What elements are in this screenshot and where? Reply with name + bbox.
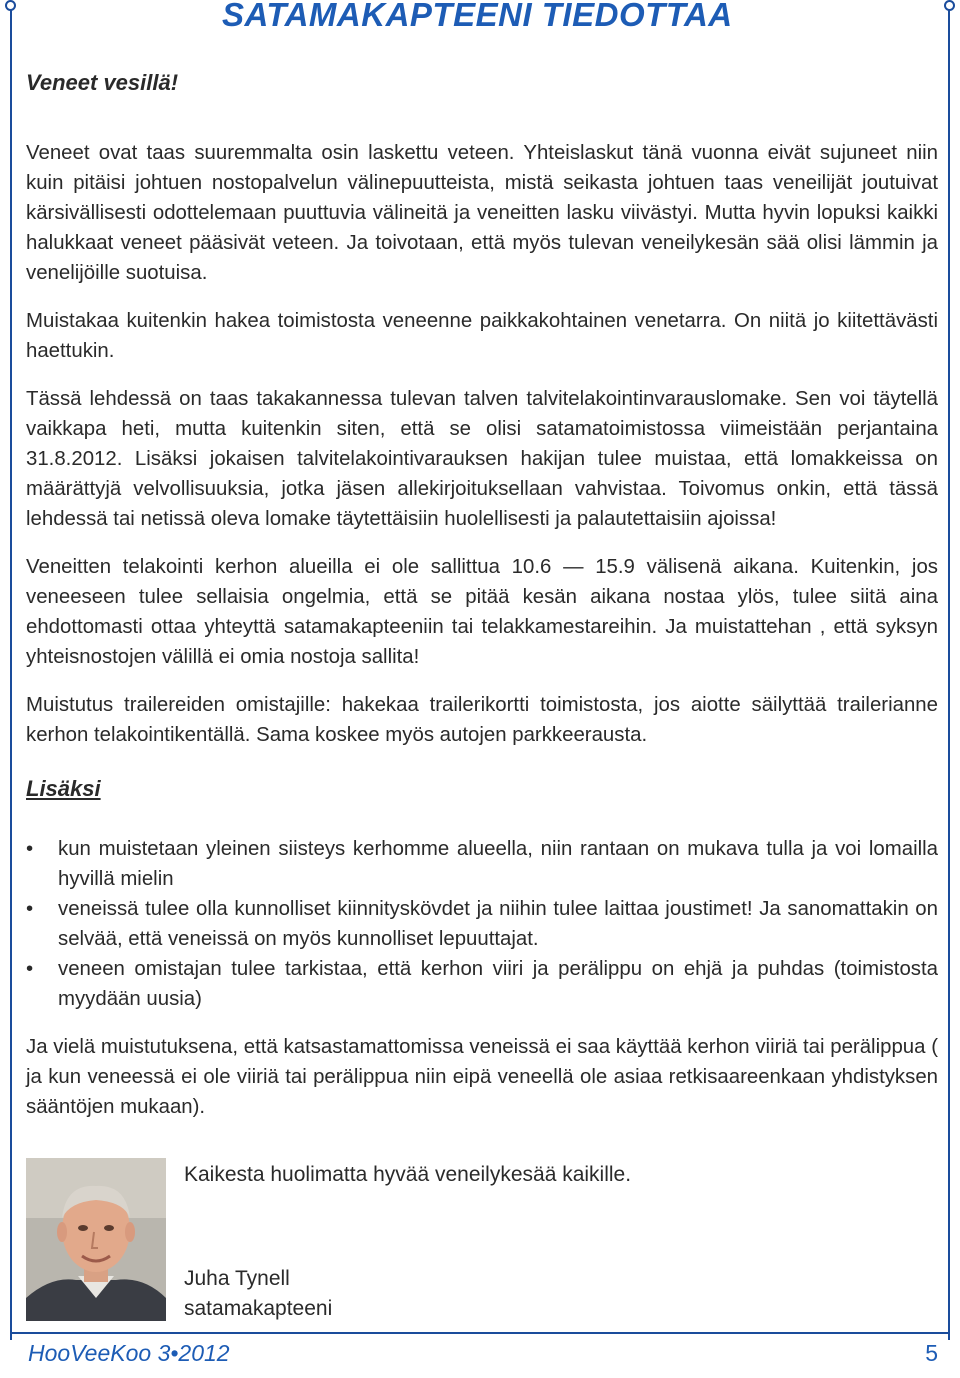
frame-dot-left xyxy=(5,0,16,11)
paragraph-trailers: Muistutus trailereiden omistajille: hakekaa trailerikortti toimistosta, jos aiotte säilyttää trailerianne kerhon telakointikentällä. Sama koskee myös autojen parkkeerausta. xyxy=(26,694,938,746)
publication-name: HooVeeKoo 3•2012 xyxy=(28,1340,230,1366)
list-item xyxy=(26,954,938,1014)
frame-line-left xyxy=(10,8,12,1340)
paragraph-sticker: Muistakaa kuitenkin hakea toimistosta veneenne paikkakohtainen venetarra. On niitä jo kiitettävästi haettukin. xyxy=(26,310,938,362)
paragraph-launch: Veneet ovat taas suuremmalta osin laskettu veteen. Yhteislaskut tänä vuonna eivät sujuneet niin kuin pitäisi johtuen nostopalvelun välinepuutteista, mistä seikasta johtuen taas veneilijät joutuivat kärsivällisesti odottelemaan puuttuvia välineitä ja veneitten lasku viivästyi. Mutta hyvin lopuksi kaikki halukkaat veneet pääsivät veteen. Ja toivotaan, että myös tulevan veneilykesän sää olisi lämmin ja venelijöille suotuisa. xyxy=(26,142,938,284)
portrait-photo-icon xyxy=(26,1158,166,1321)
bullet-icon: • xyxy=(26,898,34,920)
author-portrait xyxy=(26,1158,166,1321)
list-item-text: veneen omistajan tulee tarkistaa, että kerhon viiri ja perälippu on ehjä ja puhdas (toimistosta myydään uusia) xyxy=(58,958,938,1010)
closing-greeting: Kaikesta huolimatta hyvää veneilykesää kaikille. xyxy=(184,1163,632,1186)
paragraph-winter-storage: Tässä lehdessä on taas takakannessa tulevan talven talvitelakointinvarauslomake. Sen voi täytellä vaikkapa heti, mutta kuitenkin siten, että se olisi satamatoimistossa viimeistään perjantaina 31.8.2012. Lisäksi jokaisen talvitelakointivarauksen hakijan tulee muistaa, että lomakkeissa on määrättyjä velvollisuuksia, jotka jäsen allekirjoituksellaan vahvistaa. Toivomus onkin, että tässä lehdessä tai netissä oleva lomake täytettäisiin huolellisesti ja palautettaisiin ajoissa! xyxy=(26,388,938,530)
paragraph-flag-rules: Ja vielä muistutuksena, että katsastamattomissa veneissä ei saa käyttää kerhon viiriä tai perälippua ( ja kun veneessä ei ole viiriä tai perälippua niin eipä veneellä ole asiaa retkisaareenkaan yhdistyksen sääntöjen mukaan). xyxy=(26,1036,938,1118)
list-item xyxy=(26,834,938,894)
subheading-additionally: Lisäksi xyxy=(26,776,101,801)
list-item xyxy=(26,894,938,954)
bullet-icon: • xyxy=(26,958,34,980)
bullet-icon: • xyxy=(26,838,34,860)
page-number: 5 xyxy=(925,1340,938,1366)
page-title: SATAMAKAPTEENI TIEDOTTAA xyxy=(222,0,733,33)
page-footer xyxy=(10,1332,950,1374)
reminder-list xyxy=(26,834,938,1014)
frame-line-right xyxy=(948,8,950,1340)
author-block xyxy=(184,1264,332,1324)
paragraph-dry-dock: Veneitten telakointi kerhon alueilla ei ole sallittua 10.6 — 15.9 välisenä aikana. Kuitenkin, jos veneeseen tulee sellaisia ongelmia, että se pitää kesän aikana nostaa ylös, tulee siitä aina ehdottomasti ottaa yhteyttä satamakapteeniin tai telakkamestareihin. Ja muistattehan , että syksyn yhteisnostojen välillä ei omia nostoja sallita! xyxy=(26,556,938,668)
author-role: satamakapteeni xyxy=(184,1297,333,1320)
list-item-text: veneissä tulee olla kunnolliset kiinnityskövdet ja niihin tulee laittaa joustimet! Ja sanomattakin on selvää, että veneissä on myös kunnolliset lepuuttajat. xyxy=(58,898,938,950)
article-body xyxy=(26,68,938,1140)
signature-block xyxy=(26,1158,938,1328)
list-item-text: kun muistetaan yleinen siisteys kerhomme alueella, niin rantaan on mukava tulla ja voi lomailla hyvillä mielin xyxy=(58,838,938,890)
frame-dot-right xyxy=(944,0,955,11)
article-heading: Veneet vesillä! xyxy=(26,70,179,95)
author-name: Juha Tynell xyxy=(184,1267,290,1290)
